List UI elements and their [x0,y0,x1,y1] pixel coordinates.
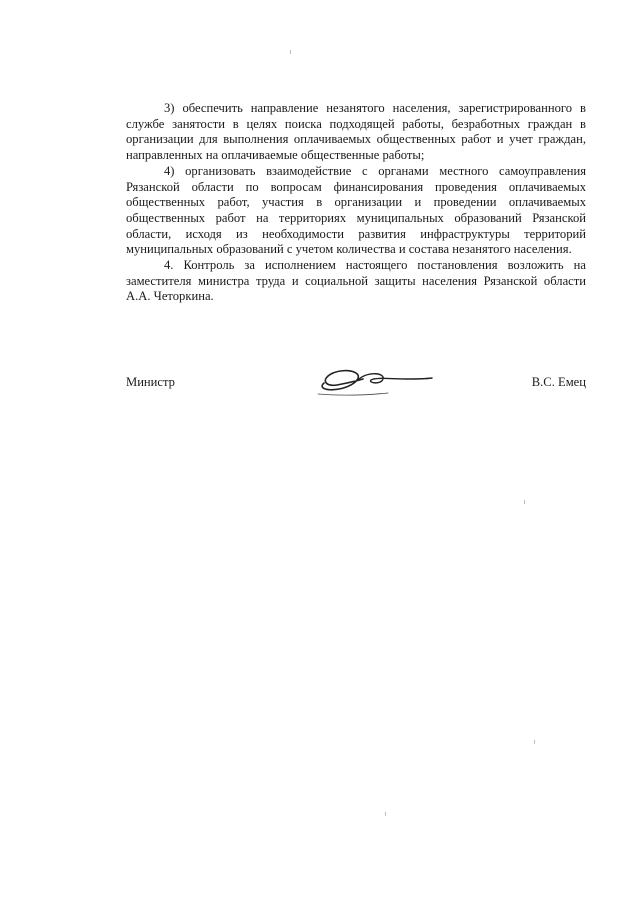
signatory-title: Министр [126,375,175,389]
scan-speck [290,50,291,54]
paragraph-item-3: 3) обеспечить направление незанятого населения, зарегистрированного в службе занятости в целях поиска подходящей работы, безработных граждан в организации для выполнения оплачиваемых общественных работ и учет граждан, направленных на оплачиваемые общественные работы; [126,101,586,163]
paragraph-control-clause: 4. Контроль за исполнением настоящего постановления возложить на заместителя министра труда и социальной защиты населения Рязанской области А.А. Четоркина. [126,258,586,304]
signatory-name: В.С. Емец [531,375,586,389]
scan-speck [385,812,386,816]
handwritten-signature [310,364,440,398]
document-body [126,101,586,305]
signature-block [126,372,586,402]
scan-speck [524,500,525,504]
paragraph-item-4: 4) организовать взаимодействие с органами местного самоуправления Рязанской области по вопросам финансирования проведения оплачиваемых общественных работ, участия в организации и проведении оплачиваемых общественных работ на территориях муниципальных образований Рязанской области, исходя из необходимости развития инфраструктуры территорий муниципальных образований с учетом количества и состава незанятого населения. [126,163,586,257]
scan-speck [534,740,535,744]
